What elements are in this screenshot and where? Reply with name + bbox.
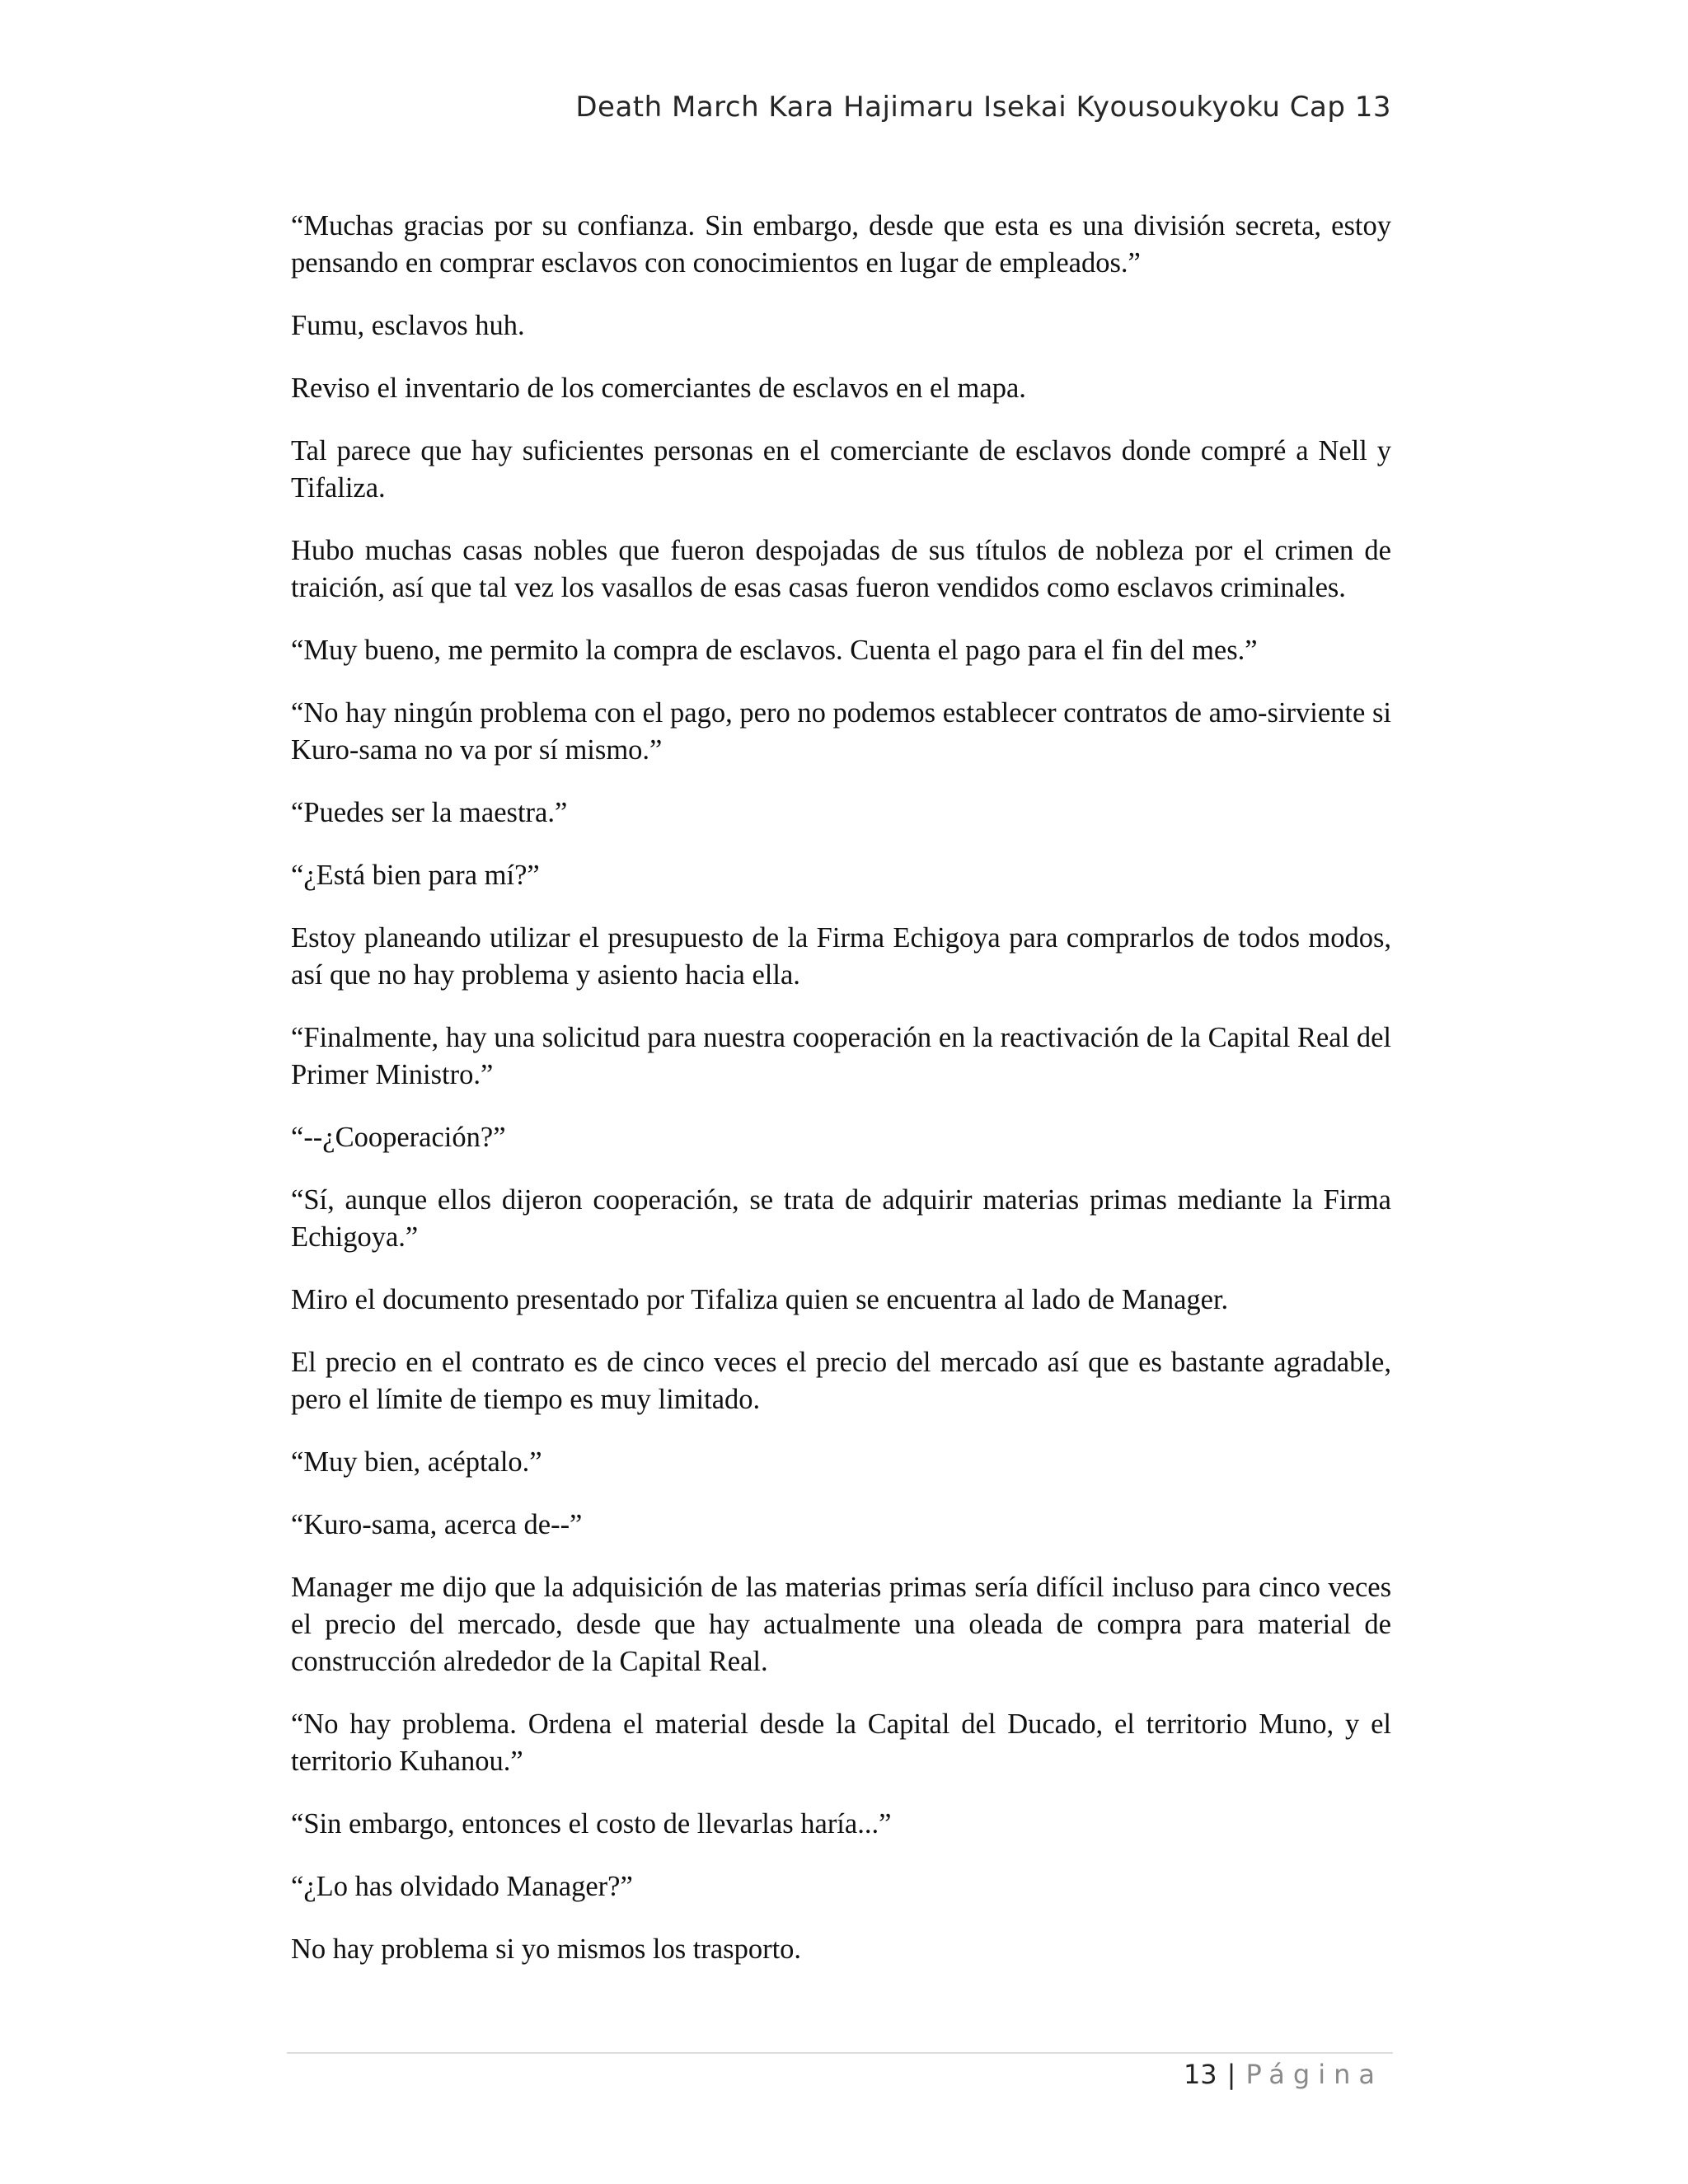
footer-divider [287,2052,1393,2054]
page-label: Página [1245,2059,1383,2090]
paragraph: “Muy bien, acéptalo.” [291,1446,542,1478]
paragraph: Hubo muchas casas nobles que fueron despojadas de sus títulos de nobleza por el crimen de traición, así que tal vez los vasallos de esas casas fueron vendidos como esclavos criminales. [291,535,1391,603]
paragraph: “No hay ningún problema con el pago, pero no podemos establecer contratos de amo-sirviente si Kuro-sama no va por sí mismo.” [291,697,1391,766]
paragraph: “Puedes ser la maestra.” [291,797,568,828]
paragraph: “¿Lo has olvidado Manager?” [291,1871,633,1902]
paragraph: El precio en el contrato es de cinco veces el precio del mercado así que es bastante agradable, pero el límite de tiempo es muy limitado. [291,1347,1391,1415]
paragraph: Fumu, esclavos huh. [291,310,525,341]
paragraph: Estoy planeando utilizar el presupuesto de la Firma Echigoya para comprarlos de todos modos, así que no hay problema y asiento hacia ella. [291,922,1391,991]
paragraph: No hay problema si yo mismos los trasporto. [291,1933,802,1965]
paragraph: “¿Está bien para mí?” [291,860,540,891]
paragraph: “Muchas gracias por su confianza. Sin embargo, desde que esta es una división secreta, estoy pensando en comprar esclavos con conocimientos en lugar de empleados.” [291,210,1391,279]
paragraph: “Finalmente, hay una solicitud para nuestra cooperación en la reactivación de la Capital Real del Primer Ministro.” [291,1022,1391,1090]
paragraph: “Sin embargo, entonces el costo de llevarlas haría...” [291,1808,892,1840]
page-footer [907,2059,1383,2090]
paragraph: “No hay problema. Ordena el material desde la Capital del Ducado, el territorio Muno, y el territorio Kuhanou.” [291,1708,1391,1777]
paragraph: Tal parece que hay suficientes personas en el comerciante de esclavos donde compré a Nell y Tifaliza. [291,435,1391,504]
footer-separator: | [1226,2059,1236,2090]
running-header: Death March Kara Hajimaru Isekai Kyousoukyoku Cap 13 [575,91,1391,124]
paragraph: “--¿Cooperación?” [291,1122,506,1153]
paragraph: “Kuro-sama, acerca de--” [291,1509,583,1540]
paragraph: “Muy bueno, me permito la compra de esclavos. Cuenta el pago para el fin del mes.” [291,635,1258,666]
paragraph: “Sí, aunque ellos dijeron cooperación, se trata de adquirir materias primas mediante la Firma Echigoya.” [291,1184,1391,1253]
page-number: 13 [1183,2059,1217,2090]
paragraph: Miro el documento presentado por Tifaliza quien se encuentra al lado de Manager. [291,1284,1229,1315]
paragraph: Manager me dijo que la adquisición de las materias primas sería difícil incluso para cinco veces el precio del mercado, desde que hay actualmente una oleada de compra para material de construcción alrededor de la Capital Real. [291,1572,1391,1677]
paragraph: Reviso el inventario de los comerciantes de esclavos en el mapa. [291,373,1026,404]
body-text [291,208,1391,1994]
